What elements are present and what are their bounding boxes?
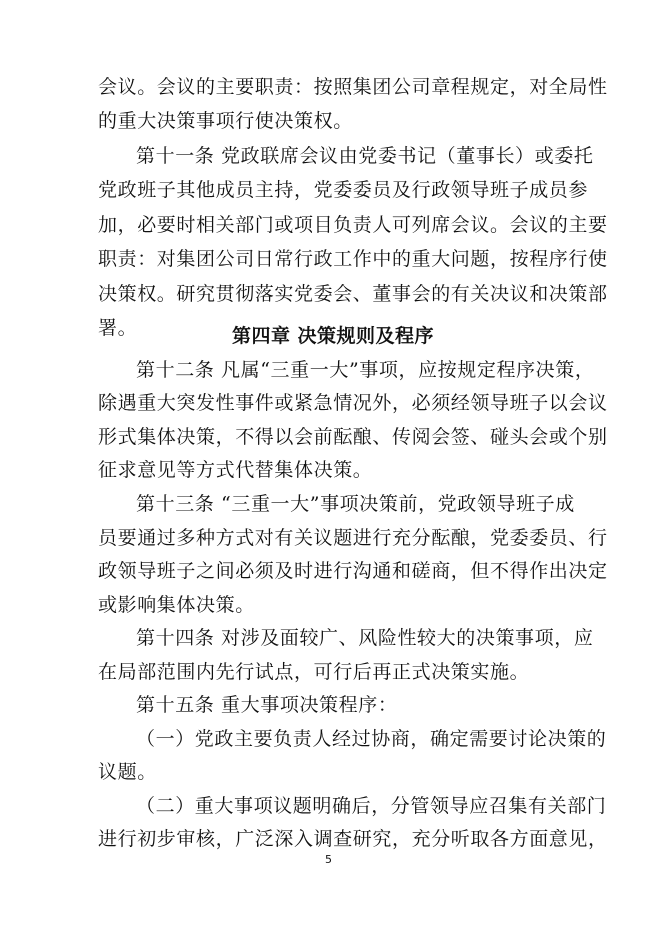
text-line: 第十一条 党政联席会议由党委书记（董事长）或委托 — [136, 145, 594, 167]
text-line: 员要通过多种方式对有关议题进行充分酝酿，党委委员、行 — [98, 527, 608, 549]
text-line: 第十五条 重大事项决策程序： — [136, 694, 398, 716]
text-line: 除遇重大突发性事件或紧急情况外，必须经领导班子以会议 — [98, 392, 608, 414]
text-line: 的重大决策事项行使决策权。 — [98, 110, 353, 132]
text-line: 职责：对集团公司日常行政工作中的重大问题，按程序行使 — [98, 248, 608, 270]
text-line: 或影响集体决策。 — [98, 594, 255, 616]
page-number: 5 — [325, 853, 332, 866]
text-line: 在局部范围内先行试点，可行后再正式决策实施。 — [98, 661, 530, 683]
text-line: 决策权。研究贯彻落实党委会、董事会的有关决议和决策部 — [98, 283, 608, 305]
text-line: 政领导班子之间必须及时进行沟通和磋商，但不得作出决定 — [98, 560, 608, 582]
text-line: 署。 — [98, 317, 138, 339]
text-line: 第十三条 “三重一大”事项决策前，党政领导班子成 — [136, 493, 575, 515]
chapter-heading: 第四章 决策规则及程序 — [231, 325, 435, 347]
text-line: 进行初步审核，广泛深入调查研究，充分听取各方面意见， — [98, 828, 608, 850]
text-line: （一）党政主要负责人经过协商，确定需要讨论决策的 — [136, 728, 607, 750]
text-line: 议题。 — [98, 761, 157, 783]
text-line: 第十四条 对涉及面较广、风险性较大的决策事项，应 — [136, 627, 594, 649]
text-line: 征求意见等方式代替集体决策。 — [98, 459, 373, 481]
text-line: （二）重大事项议题明确后，分管领导应召集有关部门 — [136, 795, 607, 817]
text-line: 会议。会议的主要职责：按照集团公司章程规定，对全局性 — [98, 76, 608, 98]
text-line: 形式集体决策，不得以会前酝酿、传阅会签、碰头会或个别 — [98, 426, 608, 448]
text-line: 加，必要时相关部门或项目负责人可列席会议。会议的主要 — [98, 214, 608, 236]
text-line: 党政班子其他成员主持，党委委员及行政领导班子成员参 — [98, 179, 589, 201]
text-line: 第十二条 凡属“三重一大”事项，应按规定程序决策， — [136, 359, 595, 381]
